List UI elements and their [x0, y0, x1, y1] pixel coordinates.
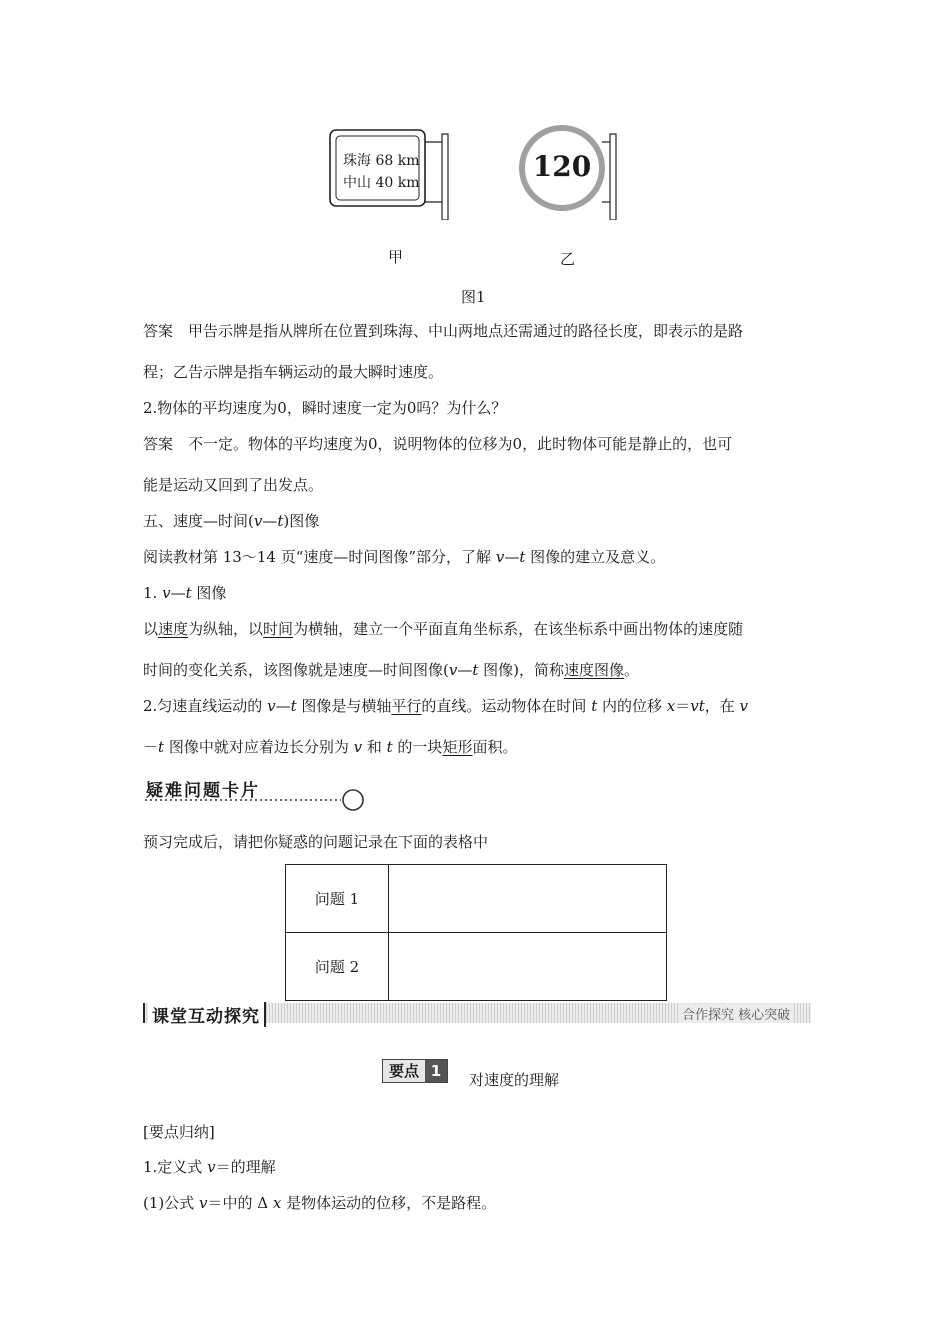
- difficulty-instruction: 预习完成后，请把你疑惑的问题记录在下面的表格中: [143, 833, 489, 851]
- question-1-label: 问题 1: [286, 865, 389, 933]
- road-signs-figure: [320, 120, 640, 220]
- figure-label-jia: 甲: [388, 248, 404, 266]
- distance-sign-line1: 珠海 68 km: [343, 153, 420, 169]
- question-1-content[interactable]: [389, 865, 667, 933]
- difficulty-card-title: 疑难问题卡片: [146, 781, 260, 801]
- section5-item1: 1. v—t 图像: [143, 584, 227, 602]
- figure-caption: 图1: [461, 288, 486, 306]
- table-row: [286, 865, 667, 933]
- section5-para4: －t 图像中就对应着边长分别为 v 和 t 的一块矩形面积。: [143, 738, 518, 756]
- classroom-banner-right: 合作探究 核心突破: [678, 1004, 794, 1023]
- summary-item2: (1)公式 v＝中的 Δ x 是物体运动的位移，不是路程。: [143, 1194, 497, 1212]
- classroom-banner-title: 课堂互动探究: [148, 1002, 266, 1027]
- section5-para2: 时间的变化关系，该图像就是速度—时间图像(v—t 图像)，简称速度图像。: [143, 661, 640, 679]
- section5-reading: 阅读教材第 13～14 页“速度—时间图像”部分，了解 v—t 图像的建立及意义。: [143, 548, 666, 566]
- key-point-title: 对速度的理解: [469, 1071, 560, 1089]
- section5-para1: 以速度为纵轴，以时间为横轴，建立一个平面直角坐标系，在该坐标系中画出物体的速度随: [143, 620, 744, 638]
- section5-para3: 2.匀速直线运动的 v—t 图像是与横轴平行的直线。运动物体在时间 t 内的位移 x＝vt，在 v: [143, 697, 749, 715]
- answer1-line2: 程；乙告示牌是指车辆运动的最大瞬时速度。: [143, 363, 444, 381]
- question-2: 2.物体的平均速度为0，瞬时速度一定为0吗？为什么？: [143, 399, 507, 417]
- answer2-line2: 能是运动又回到了出发点。: [143, 476, 324, 494]
- key-point-badge-label: 要点: [383, 1060, 425, 1082]
- section5-title: 五、速度—时间(v—t)图像: [143, 512, 320, 530]
- question-2-content[interactable]: [389, 933, 667, 1001]
- table-row: [286, 933, 667, 1001]
- key-point-badge: [382, 1059, 448, 1083]
- summary-item1: 1.定义式 v＝的理解: [143, 1158, 276, 1176]
- question-2-label: 问题 2: [286, 933, 389, 1001]
- key-point-badge-number: 1: [425, 1060, 447, 1082]
- summary-header: [要点归纳]: [143, 1123, 215, 1141]
- figure-label-yi: 乙: [560, 250, 576, 268]
- distance-sign-line2: 中山 40 km: [343, 175, 420, 191]
- speed-limit-value: 120: [532, 150, 592, 183]
- classroom-banner-left-bar: [143, 1003, 145, 1023]
- speed-sign-post: [610, 134, 616, 220]
- distance-sign-post: [442, 134, 448, 220]
- answer1-line1: 答案 甲告示牌是指从牌所在位置到珠海、中山两地点还需通过的路径长度，即表示的是路: [143, 322, 744, 340]
- answer2-line1: 答案 不一定。物体的平均速度为0，说明物体的位移为0，此时物体可能是静止的，也可: [143, 435, 733, 453]
- dotted-leader-line: [143, 786, 368, 816]
- questions-table: [285, 864, 667, 1001]
